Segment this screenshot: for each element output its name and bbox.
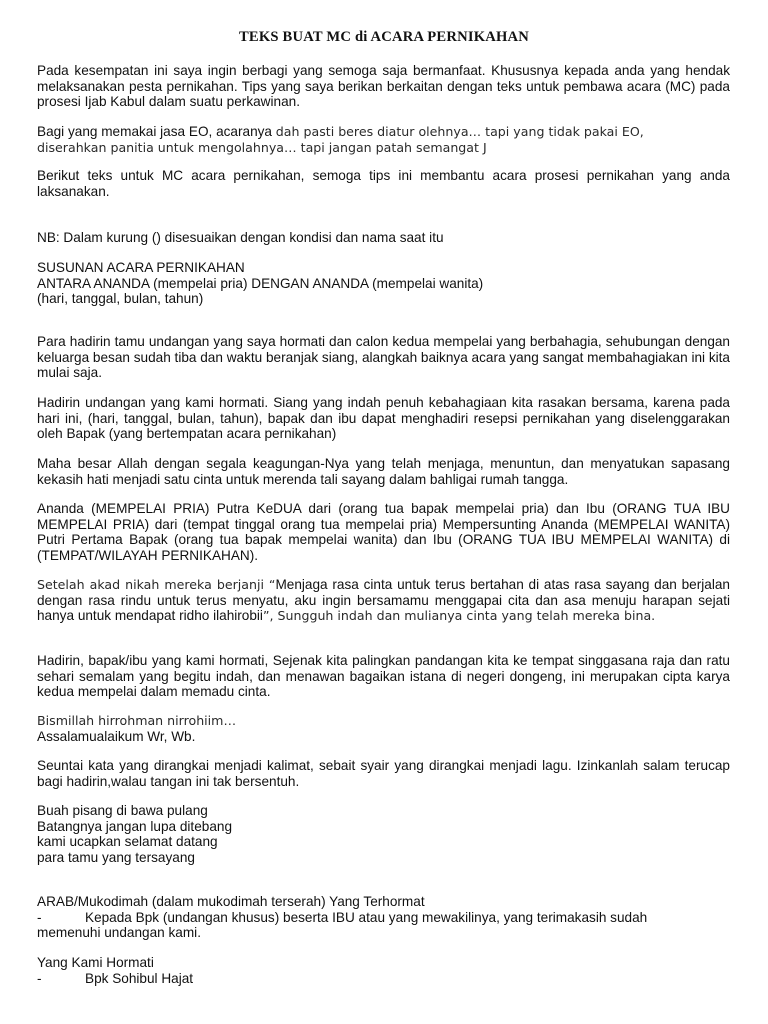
akad-quote: Menjaga rasa cinta untuk terus bertahan di atas rasa sayang dan berjalan dengan rasa rindu untuk terus menyatu, aku ingin bersamamu menggapai cita dan asa menuju harapan sejati hanya untuk mendapat ridho ilahirobii: [37, 577, 730, 624]
paragraph-eo-part1: Bagi yang memakai jasa EO, acaranya: [37, 124, 276, 139]
note-line: NB: Dalam kurung () disesuaikan dengan kondisi dan nama saat itu: [37, 230, 444, 245]
mukodimah-block: [37, 894, 730, 941]
paragraph-akad-nikah: [37, 577, 730, 624]
list-dash: -: [37, 970, 42, 986]
mukodimah-heading: ARAB/Mukodimah (dalam mukodimah terserah) Yang Terhormat: [37, 894, 425, 909]
paragraph-berikut: Berikut teks untuk MC acara pernikahan, semoga tips ini membantu acara prosesi pernikahan yang anda laksanakan.: [37, 168, 730, 199]
pantun-line: kami ucapkan selamat datang: [37, 834, 218, 850]
paragraph-seuntai-kata: Seuntai kata yang dirangkai menjadi kalimat, sebait syair yang dirangkai menjadi lagu. Izinkanlah salam terucap bagi hadirin,walau tangan ini tak bersentuh.: [37, 758, 730, 789]
susunan-acara: [37, 260, 730, 307]
paragraph-hadirin-tamu: Para hadirin tamu undangan yang saya hormati dan calon kedua mempelai yang berbahagia, sehubungan dengan keluarga besan sudah tiba dan waktu beranjak siang, alangkah baiknya acara yang sangat membahagiakan ini kita mulai saja.: [37, 334, 730, 381]
hormati-item: Bpk Sohibul Hajat: [85, 970, 194, 986]
akad-intro: Setelah akad nikah mereka berjanji “: [37, 577, 276, 592]
mukodimah-item: Kepada Bpk (undangan khusus) beserta IBU atau yang mewakilinya, yang terimakasih sudah: [85, 909, 648, 925]
pantun-block: [37, 803, 730, 865]
hormati-block: [37, 955, 730, 986]
susunan-date: (hari, tanggal, bulan, tahun): [37, 291, 204, 307]
hormati-heading: Yang Kami Hormati: [37, 955, 154, 970]
akad-closing: ”, Sungguh indah dan mulianya cinta yang telah mereka bina.: [262, 608, 656, 624]
pantun-line: Buah pisang di bawa pulang: [37, 803, 208, 818]
susunan-heading: SUSUNAN ACARA PERNIKAHAN: [37, 260, 245, 275]
salam-line: Assalamualaikum Wr, Wb.: [37, 728, 196, 744]
paragraph-maha-besar: Maha besar Allah dengan segala keagungan-Nya yang telah menjaga, menuntun, dan menyatukan sapasang kekasih hati menjadi satu cinta untuk merenda tali sayang dalam bahligai rumah tangga.: [37, 456, 730, 487]
mukodimah-item-cont: memenuhi undangan kami.: [37, 925, 201, 941]
susunan-couple: ANTARA ANANDA (mempelai pria) DENGAN ANANDA (mempelai wanita): [37, 275, 484, 291]
paragraph-hadirin-undangan: Hadirin undangan yang kami hormati. Siang yang indah penuh kebahagiaan kita rasakan bersama, karena pada hari ini, (hari, tanggal, bulan, tahun), bapak dan ibu dapat menghadiri resepsi pernikahan yang diselenggarakan oleh Bapak (yang bertempatan acara pernikahan): [37, 395, 730, 442]
paragraph-eo-part3: diserahkan panitia untuk mengolahnya… tapi jangan patah semangat J: [37, 139, 487, 155]
pantun-line: para tamu yang tersayang: [37, 849, 195, 865]
paragraph-ananda: Ananda (MEMPELAI PRIA) Putra KeDUA dari (orang tua bapak mempelai pria) dan Ibu (ORANG TUA IBU MEMPELAI PRIA) dari (tempat tinggal orang tua mempelai pria) Mempersunting Ananda (MEMPELAI WANITA) Putri Pertama Bapak (orang tua bapak mempelai wanita) dan Ibu (ORANG TUA IBU MEMPELAI WANITA) di (TEMPAT/WILAYAH PERNIKAHAN).: [37, 501, 730, 563]
list-dash: -: [37, 909, 42, 925]
paragraph-intro: Pada kesempatan ini saya ingin berbagi yang semoga saja bermanfaat. Khususnya kepada anda yang hendak melaksanakan pesta pernikahan. Tips yang saya berikan berkaitan dengan teks untuk pembawa acara (MC) pada prosesi Ijab Kabul dalam suatu perkawinan.: [37, 63, 730, 110]
pantun-line: Batangnya jangan lupa ditebang: [37, 818, 233, 834]
document-title: TEKS BUAT MC di ACARA PERNIKAHAN: [238, 29, 530, 45]
paragraph-eo: [37, 124, 730, 155]
paragraph-singgasana: Hadirin, bapak/ibu yang kami hormati, Sejenak kita palingkan pandangan kita ke tempat singgasana raja dan ratu sehari semalam yang begitu indah, dan menawan bagaikan istana di negeri dongeng, ini merupakan cipta karya kedua mempelai dalam memadu cinta.: [37, 653, 730, 700]
greeting-block: [37, 713, 730, 744]
bismillah-line: Bismillah hirrohman nirrohiim…: [37, 713, 237, 728]
paragraph-eo-part2: dah pasti beres diatur olehnya… tapi yang tidak pakai EO,: [275, 124, 644, 139]
